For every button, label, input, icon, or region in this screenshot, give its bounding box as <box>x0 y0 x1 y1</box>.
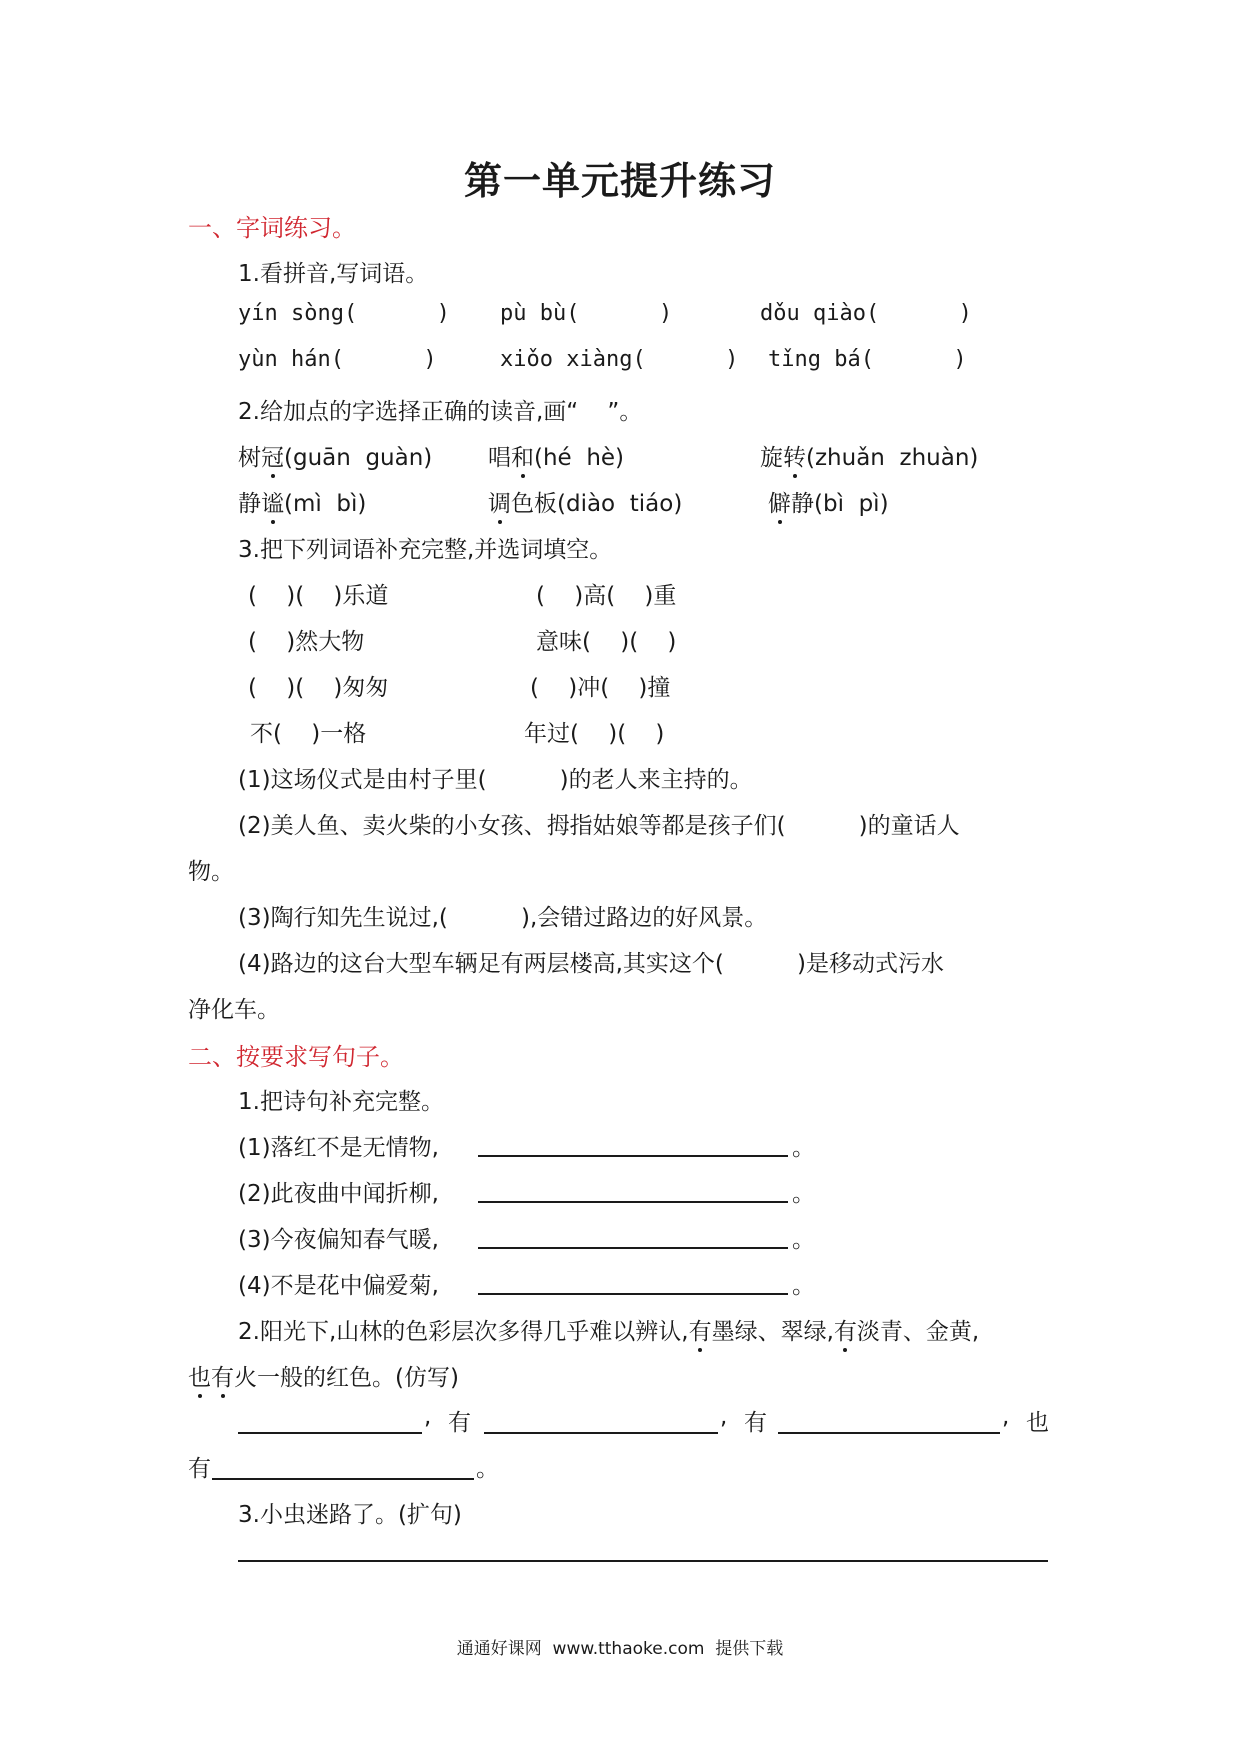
dotted-char: 调 <box>488 485 511 518</box>
dotted-char: 有 <box>834 1313 857 1346</box>
pinyin-item: dǒu qiào( ) <box>760 301 972 326</box>
section-2-heading: 二、按要求写句子。 <box>188 1043 404 1071</box>
pinyin-options: (hé hè) <box>534 445 625 471</box>
fill-sentence: (3)陶行知先生说过,( ),会错过路边的好风景。 <box>238 905 768 931</box>
q1-prompt: 1.看拼音,写词语。 <box>238 261 429 287</box>
fill-sentence: (1)这场仪式是由村子里( )的老人来主持的。 <box>238 767 753 793</box>
sentence-part: 火一般的红色。(仿写) <box>234 1365 459 1391</box>
word-you: 有 <box>188 1456 211 1482</box>
answer-line[interactable] <box>212 1478 474 1480</box>
pinyin-item: xiǒo xiàng( ) <box>500 347 739 372</box>
pinyin-options: 色板(diào tiáo) <box>511 491 683 517</box>
page-title: 第一单元提升练习 <box>463 159 776 203</box>
punctuation: , <box>1002 1404 1010 1430</box>
poem-end: 。 <box>792 1273 815 1299</box>
poem-line: (3)今夜偏知春气暖, <box>238 1227 439 1253</box>
fill-sentence: (4)路边的这台大型车辆足有两层楼高,其实这个( )是移动式污水 <box>238 951 944 977</box>
answer-line[interactable] <box>478 1201 788 1203</box>
dotted-char: 僻 <box>768 485 791 518</box>
answer-line[interactable] <box>478 1155 788 1157</box>
fill-sentence-cont: 净化车。 <box>188 997 280 1023</box>
idiom-blank: 不( )一格 <box>250 721 367 747</box>
reading-choice <box>238 439 432 472</box>
poem-end: 。 <box>792 1227 815 1253</box>
answer-line[interactable] <box>238 1560 1048 1562</box>
idiom-blank: ( )冲( )撞 <box>530 675 671 701</box>
poem-line: (4)不是花中偏爱菊, <box>238 1273 439 1299</box>
sentence-part: 墨绿、翠绿, <box>711 1319 834 1345</box>
answer-line[interactable] <box>778 1432 1000 1434</box>
word-ye: 也 <box>1026 1410 1049 1436</box>
pinyin-item: yùn hán( ) <box>238 347 437 372</box>
answer-line[interactable] <box>478 1293 788 1295</box>
pinyin-options: (mì bì) <box>284 491 367 517</box>
answer-line[interactable] <box>478 1247 788 1249</box>
word-part: 树 <box>238 445 261 471</box>
idiom-blank: ( )( )乐道 <box>248 583 389 609</box>
poem-line: (2)此夜曲中闻折柳, <box>238 1181 439 1207</box>
fill-sentence: (2)美人鱼、卖火柴的小女孩、拇指姑娘等都是孩子们( )的童话人 <box>238 813 960 839</box>
dotted-char: 有 <box>689 1313 712 1346</box>
dotted-char: 谧 <box>261 485 284 518</box>
word-you: 有 <box>744 1410 767 1436</box>
poem-end: 。 <box>792 1135 815 1161</box>
dotted-char: 有 <box>211 1359 234 1392</box>
dotted-char: 转 <box>783 439 806 472</box>
dotted-char: 冠 <box>261 439 284 472</box>
dotted-char: 和 <box>511 439 534 472</box>
reading-choice <box>238 485 366 518</box>
section-1-heading: 一、字词练习。 <box>188 214 356 242</box>
punctuation: , <box>424 1404 432 1430</box>
imitation-sentence-cont <box>188 1359 459 1392</box>
poem-line: (1)落红不是无情物, <box>238 1135 439 1161</box>
reading-choice <box>760 439 978 472</box>
pinyin-options: (zhuǎn zhuàn) <box>806 445 979 471</box>
idiom-blank: ( )然大物 <box>248 629 365 655</box>
reading-choice <box>768 485 889 518</box>
sentence-part: 淡青、金黄, <box>856 1319 980 1345</box>
punctuation: , <box>720 1404 728 1430</box>
answer-line[interactable] <box>238 1432 422 1434</box>
word-part: 旋 <box>760 445 783 471</box>
fill-sentence-cont: 物。 <box>188 859 234 885</box>
pinyin-options: 静(bì pì) <box>791 491 889 517</box>
q3-prompt: 3.把下列词语补充完整,并选词填空。 <box>238 537 613 563</box>
pinyin-item: tǐng bá( ) <box>768 347 967 372</box>
idiom-blank: 年过( )( ) <box>524 721 665 747</box>
dotted-char: 也 <box>188 1359 211 1392</box>
answer-line[interactable] <box>484 1432 718 1434</box>
reading-choice <box>488 439 624 472</box>
poem-end: 。 <box>792 1181 815 1207</box>
punctuation: 。 <box>476 1456 499 1482</box>
expand-prompt: 3.小虫迷路了。(扩句) <box>238 1502 462 1528</box>
pinyin-item: yín sòng( ) <box>238 301 450 326</box>
sentence-part: 2.阳光下,山林的色彩层次多得几乎难以辨认, <box>238 1319 689 1345</box>
word-part: 静 <box>238 491 261 517</box>
pinyin-item: pù bù( ) <box>500 301 673 326</box>
pinyin-options: (guān guàn) <box>284 445 433 471</box>
idiom-blank: 意味( )( ) <box>536 629 677 655</box>
idiom-blank: ( )( )匆匆 <box>248 675 389 701</box>
q2-prompt: 2.给加点的字选择正确的读音,画“ ”。 <box>238 399 643 425</box>
poem-prompt: 1.把诗句补充完整。 <box>238 1089 444 1115</box>
word-part: 唱 <box>488 445 511 471</box>
footer-credit: 通通好课网 www.tthaoke.com 提供下载 <box>456 1639 784 1659</box>
imitation-sentence <box>238 1313 979 1346</box>
reading-choice <box>488 485 682 518</box>
word-you: 有 <box>448 1410 471 1436</box>
idiom-blank: ( )高( )重 <box>536 583 677 609</box>
